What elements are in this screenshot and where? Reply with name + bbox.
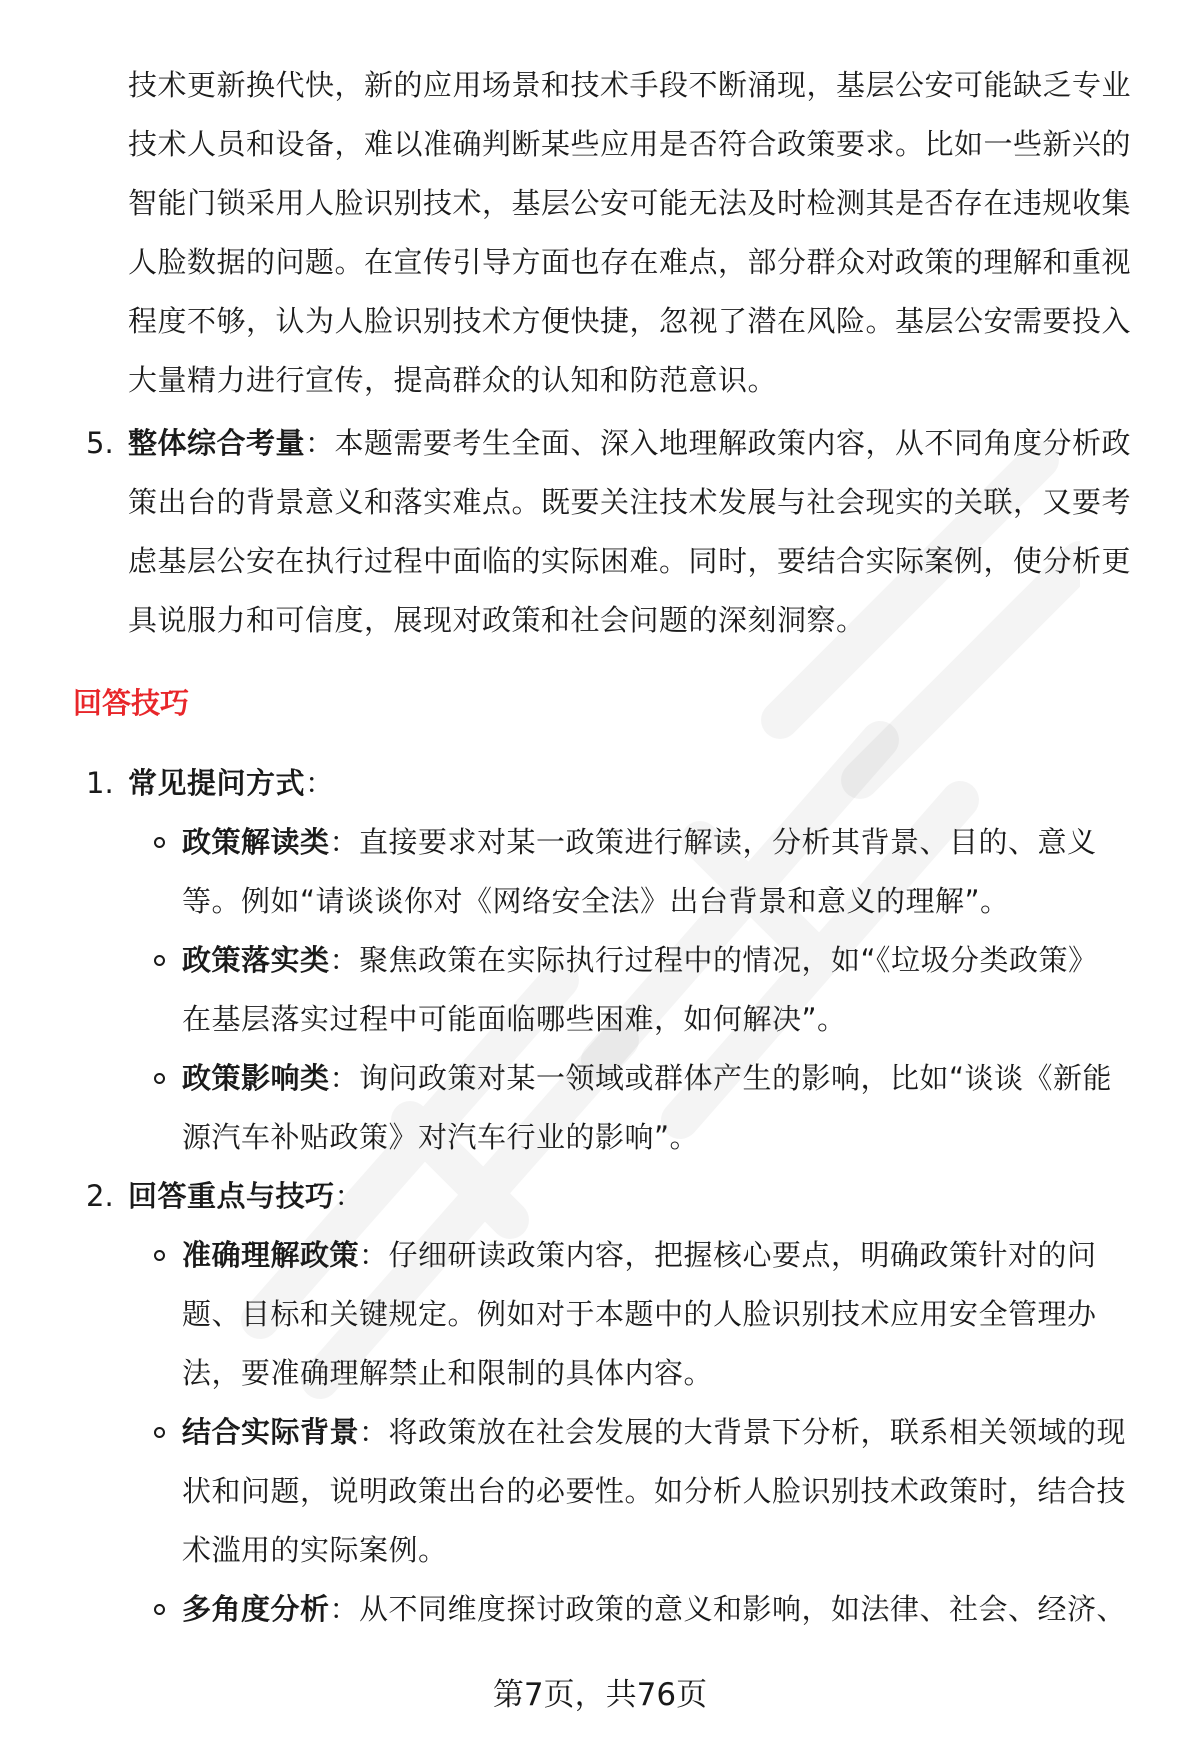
paragraph-line: 程度不够，认为人脸识别技术方便快捷，忽视了潜在风险。基层公安需要投入 xyxy=(128,304,1132,338)
bullet-circle-icon xyxy=(154,955,165,966)
sub-item-title: 政策解读类 xyxy=(182,825,330,859)
paragraph-line: 技术人员和设备，难以准确判断某些应用是否符合政策要求。比如一些新兴的 xyxy=(128,127,1132,161)
list-item-text: ：本题需要考生全面、深入地理解政策内容，从不同角度分析政 xyxy=(305,426,1132,460)
list-item-title: 整体综合考量 xyxy=(128,426,306,460)
paragraph-line: 大量精力进行宣传，提高群众的认知和防范意识。 xyxy=(128,363,778,397)
sub-item-line: 源汽车补贴政策》对汽车行业的影响”。 xyxy=(182,1120,700,1154)
sub-item-title: 政策影响类 xyxy=(182,1061,330,1095)
sub-item-line: 术滥用的实际案例。 xyxy=(182,1533,448,1567)
bullet-circle-icon xyxy=(154,1250,165,1261)
sub-item-title: 准确理解政策 xyxy=(182,1238,360,1272)
list-item-line: 策出台的背景意义和落实难点。既要关注技术发展与社会现实的关联，又要考 xyxy=(128,485,1132,519)
paragraph-line: 人脸数据的问题。在宣传引导方面也存在难点，部分群众对政策的理解和重视 xyxy=(128,245,1132,279)
sub-item-text: ：从不同维度探讨政策的意义和影响，如法律、社会、经济、 xyxy=(329,1592,1127,1626)
list-item-line xyxy=(128,763,335,803)
sub-item-line xyxy=(182,1058,1112,1098)
sub-item-line xyxy=(182,822,1097,862)
section-heading: 回答技巧 xyxy=(73,686,190,720)
list-number: 2. xyxy=(86,1179,114,1213)
list-item-line: 虑基层公安在执行过程中面临的实际困难。同时，要结合实际案例，使分析更 xyxy=(128,544,1132,578)
sub-item-line xyxy=(182,940,1098,980)
sub-item-text: ：仔细研读政策内容，把握核心要点，明确政策针对的问 xyxy=(359,1238,1097,1272)
sub-item-title: 结合实际背景 xyxy=(182,1415,360,1449)
bullet-circle-icon xyxy=(154,1073,165,1084)
list-item-title: 回答重点与技巧 xyxy=(128,1179,335,1213)
sub-item-title: 政策落实类 xyxy=(182,943,330,977)
list-item-colon: ： xyxy=(305,766,335,800)
bullet-circle-icon xyxy=(154,837,165,848)
sub-item-line xyxy=(182,1589,1126,1629)
sub-item-line: 法，要准确理解禁止和限制的具体内容。 xyxy=(182,1356,714,1390)
sub-item-text: ：将政策放在社会发展的大背景下分析，联系相关领域的现 xyxy=(359,1415,1127,1449)
paragraph-line: 技术更新换代快，新的应用场景和技术手段不断涌现，基层公安可能缺乏专业 xyxy=(128,68,1132,102)
list-number: 5. xyxy=(86,426,114,460)
sub-item-title: 多角度分析 xyxy=(182,1592,330,1626)
paragraph-line: 智能门锁采用人脸识别技术，基层公安可能无法及时检测其是否存在违规收集 xyxy=(128,186,1132,220)
list-item-line: 具说服力和可信度，展现对政策和社会问题的深刻洞察。 xyxy=(128,603,866,637)
sub-item-text: ：聚焦政策在实际执行过程中的情况，如“《垃圾分类政策》 xyxy=(329,943,1098,977)
list-item-title: 常见提问方式 xyxy=(128,766,306,800)
sub-item-line: 题、目标和关键规定。例如对于本题中的人脸识别技术应用安全管理办 xyxy=(182,1297,1097,1331)
sub-item-line: 在基层落实过程中可能面临哪些困难，如何解决”。 xyxy=(182,1002,847,1036)
list-item-line xyxy=(128,1176,364,1216)
page-number: 第7页，共76页 xyxy=(492,1677,708,1713)
list-item-line xyxy=(128,423,1131,463)
sub-item-text: ：询问政策对某一领域或群体产生的影响，比如“谈谈《新能 xyxy=(329,1061,1113,1095)
bullet-circle-icon xyxy=(154,1427,165,1438)
sub-item-line: 等。例如“请谈谈你对《网络安全法》出台背景和意义的理解”。 xyxy=(182,884,1010,918)
list-number: 1. xyxy=(86,766,114,800)
list-item-colon: ： xyxy=(334,1179,365,1213)
bullet-circle-icon xyxy=(154,1604,165,1615)
sub-item-line xyxy=(182,1235,1097,1275)
sub-item-text: ：直接要求对某一政策进行解读，分析其背景、目的、意义 xyxy=(329,825,1097,859)
sub-item-line xyxy=(182,1412,1126,1452)
sub-item-line: 状和问题，说明政策出台的必要性。如分析人脸识别技术政策时，结合技 xyxy=(182,1474,1127,1508)
